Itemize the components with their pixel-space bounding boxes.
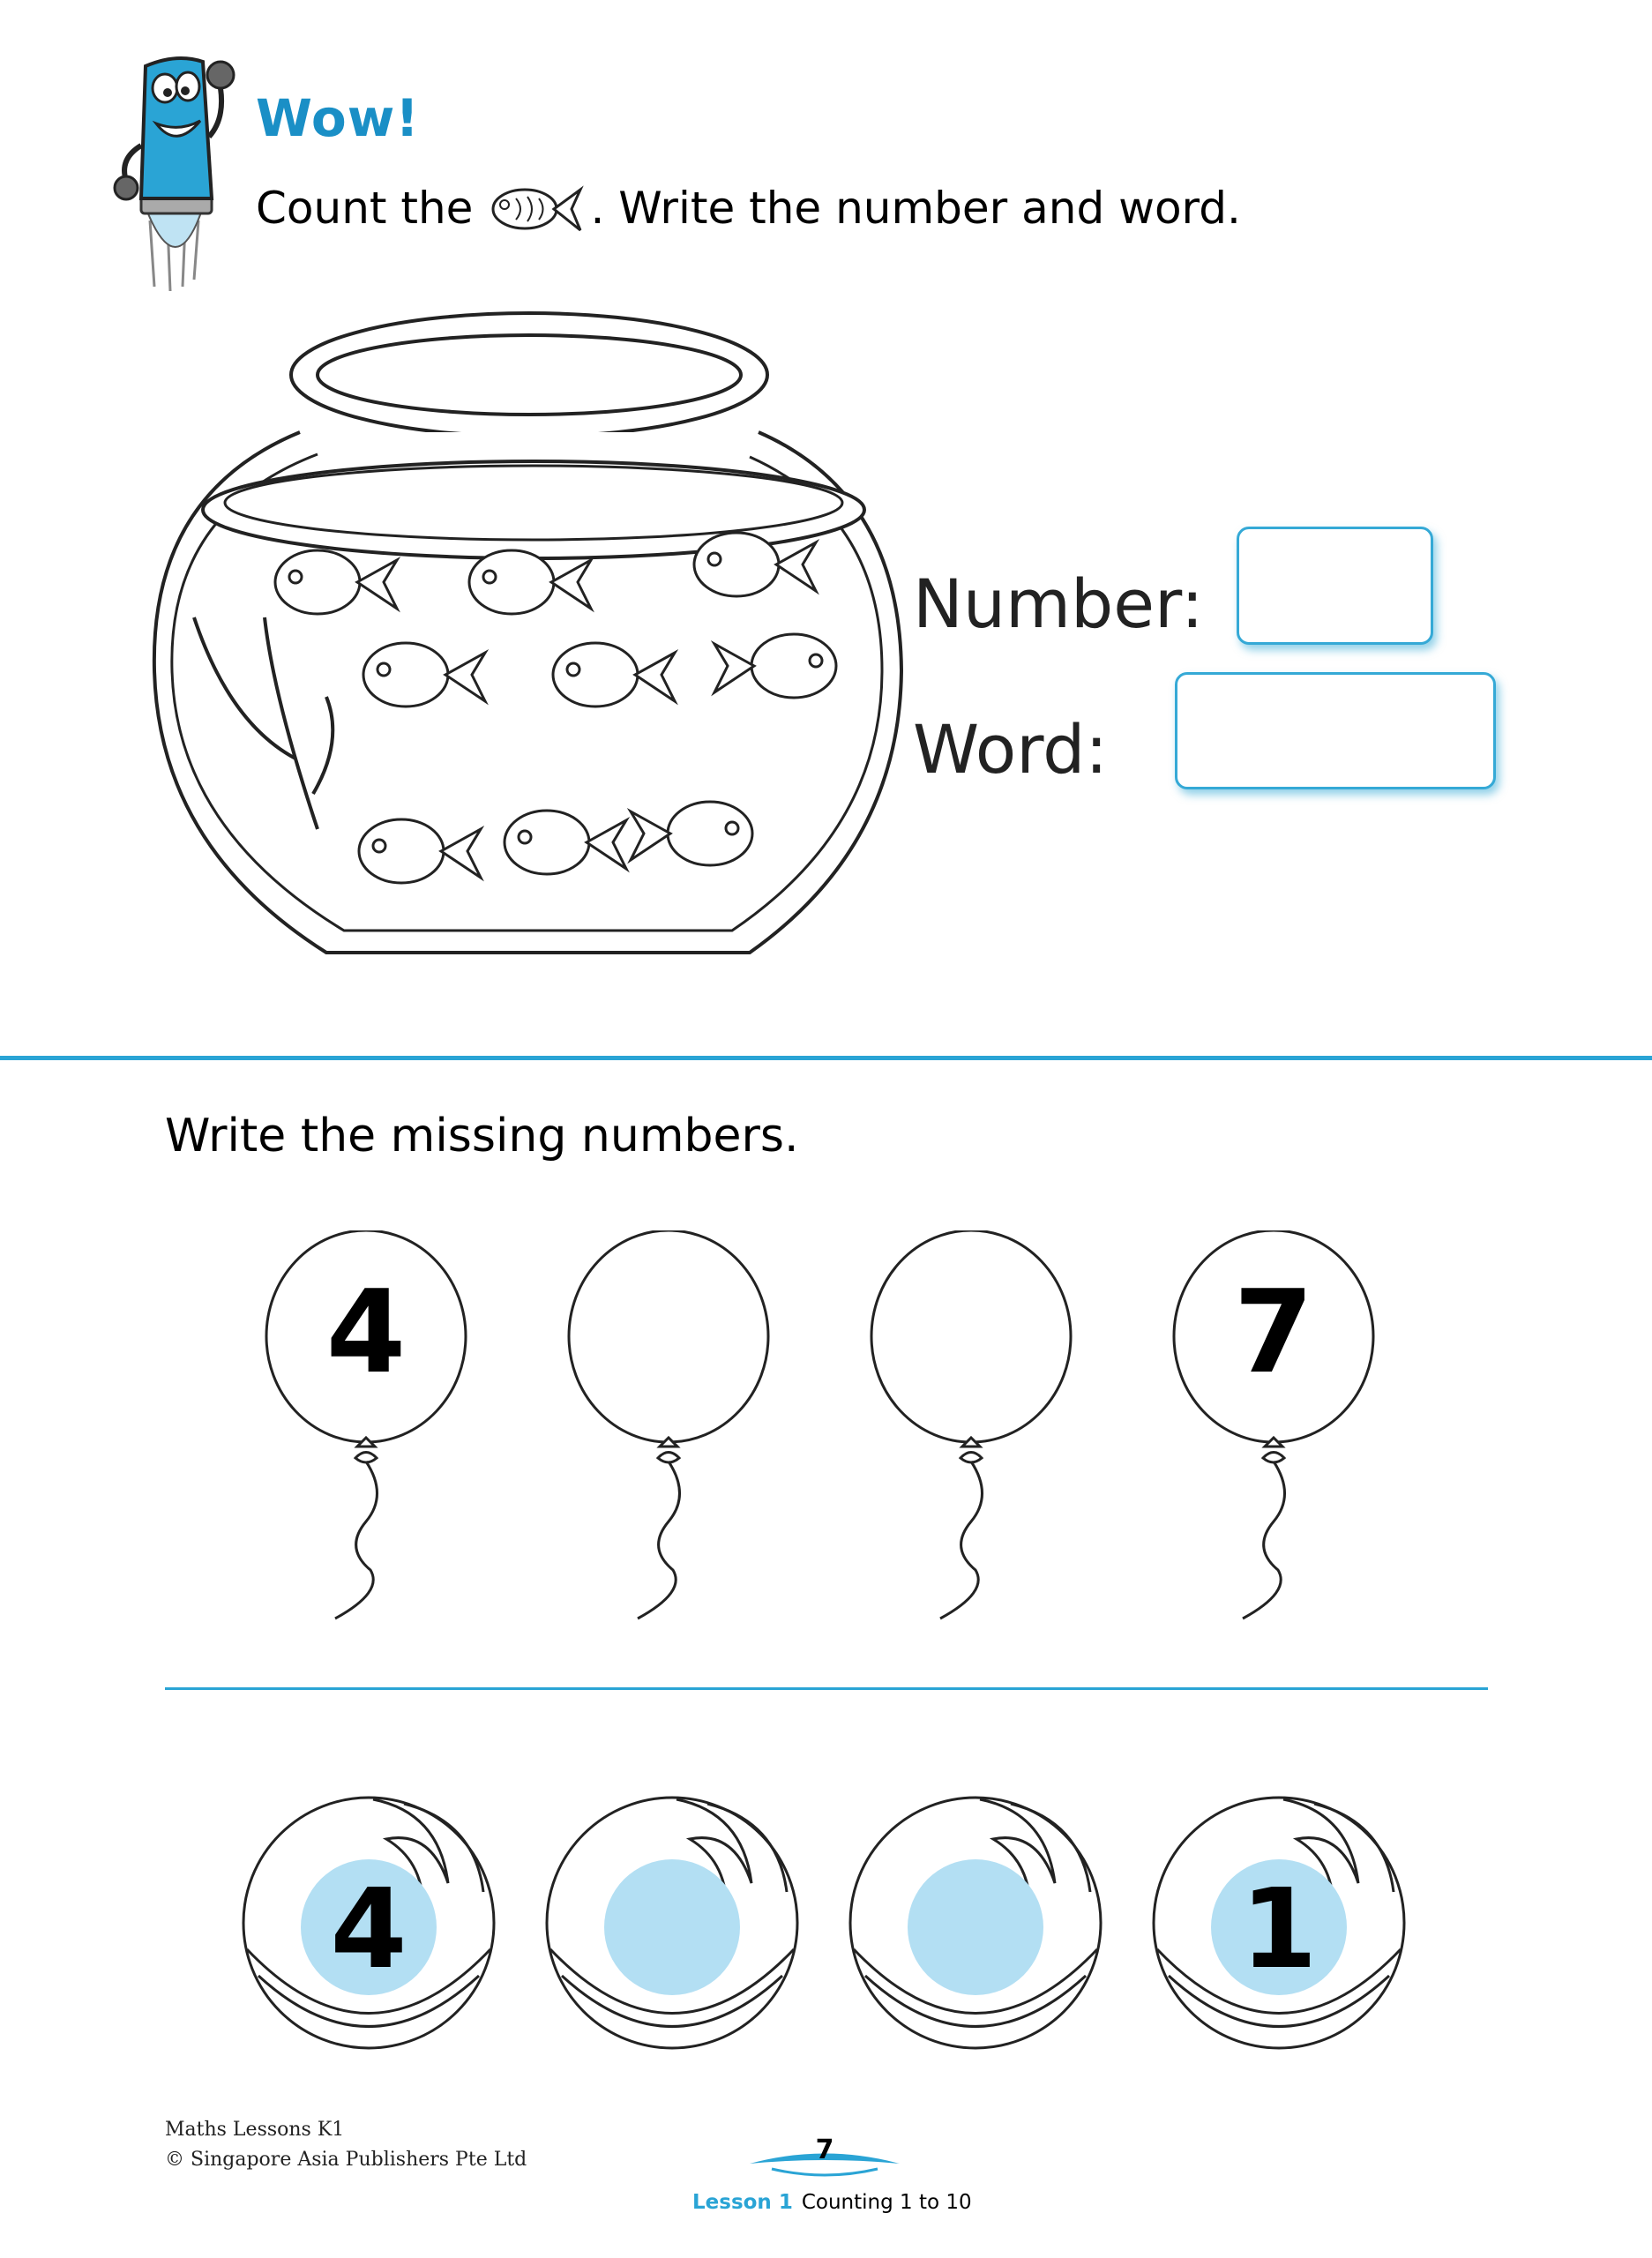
section-divider <box>0 1056 1652 1060</box>
marble[interactable] <box>1154 1798 1404 2048</box>
marble-number: 4 <box>330 1865 407 1993</box>
balloon-number: 7 <box>1233 1265 1314 1399</box>
instruction-prefix: Count the <box>256 183 474 234</box>
marbles-row <box>238 1786 1420 2068</box>
marble-number: 1 <box>1240 1865 1318 1993</box>
fish-icon <box>476 181 587 236</box>
balloon[interactable] <box>1174 1230 1373 1619</box>
lesson-line <box>692 2191 972 2214</box>
blue-pencil-mascot-icon <box>101 49 243 295</box>
word-answer-box[interactable] <box>1175 672 1496 789</box>
marble[interactable] <box>547 1798 797 2048</box>
balloon[interactable] <box>266 1230 466 1619</box>
instruction-missing-numbers: Write the missing numbers. <box>165 1110 799 1163</box>
word-label: Word: <box>913 710 1108 789</box>
copyright: © Singapore Asia Publishers Pte Ltd <box>165 2149 527 2171</box>
instruction-suffix: . Write the number and word. <box>590 183 1241 234</box>
page-number: 7 <box>815 2135 834 2165</box>
balloons-row <box>247 1230 1411 1627</box>
lesson-label: Lesson 1 <box>692 2191 793 2214</box>
wow-heading: Wow! <box>256 88 420 148</box>
instruction-count <box>256 181 1241 236</box>
balloon[interactable] <box>871 1230 1071 1619</box>
number-answer-box[interactable] <box>1237 527 1433 645</box>
fishbowl-illustration <box>141 300 917 979</box>
number-label: Number: <box>913 564 1204 643</box>
balloon[interactable] <box>569 1230 768 1619</box>
lesson-title: Counting 1 to 10 <box>801 2191 972 2214</box>
row-divider <box>165 1687 1488 1690</box>
book-title: Maths Lessons K1 <box>165 2119 345 2141</box>
marble[interactable] <box>243 1798 494 2048</box>
marble[interactable] <box>850 1798 1101 2048</box>
balloon-number: 4 <box>325 1265 407 1399</box>
